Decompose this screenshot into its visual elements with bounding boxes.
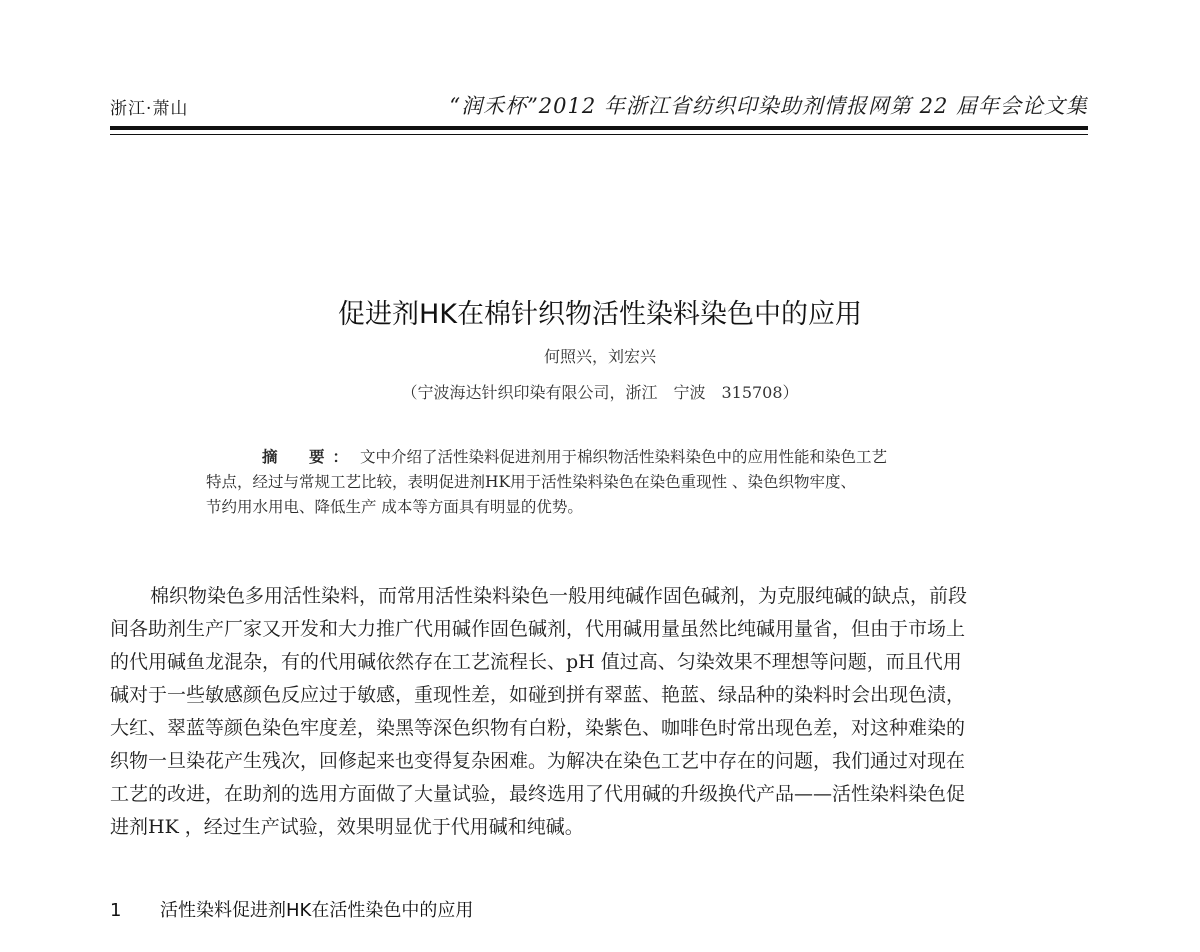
body-line: 的代用碱鱼龙混杂，有的代用碱依然存在工艺流程长、pH 值过高、匀染效果不理想等问题，而且代用 — [110, 651, 962, 673]
body-line: 织物一旦染花产生残次，回修起来也变得复杂困难。为解决在染色工艺中存在的问题，我们通过对现在 — [110, 750, 966, 772]
abstract-text: 文中介绍了活性染料促进剂用于棉织物活性染料染色中的应用性能和染色工艺 — [360, 448, 888, 466]
running-header-right: “润禾杯”2012 年浙江省纺织印染助剂情报网第 22 届年会论文集 — [449, 94, 1088, 118]
body-line: 工艺的改进，在助剂的选用方面做了大量试验，最终选用了代用碱的升级换代产品——活性染料染色促 — [110, 783, 966, 805]
abstract-line: 节约用水用电、降低生产 成本等方面具有明显的优势。 — [206, 498, 583, 516]
body-line: 进剂HK ，经过生产试验，效果明显优于代用碱和纯碱。 — [110, 816, 584, 838]
body-line: 间各助剂生产厂家又开发和大力推广代用碱作固色碱剂，代用碱用量虽然比纯碱用量省，但由于市场上 — [110, 618, 966, 640]
body-line: 大红、翠蓝等颜色染色牢度差，染黑等深色织物有白粉，染紫色、咖啡色时常出现色差，对这种难染的 — [110, 717, 966, 739]
authors: 何照兴，刘宏兴 — [543, 347, 656, 366]
body-paragraph — [110, 580, 1090, 844]
abstract-label: 摘 要： — [262, 447, 357, 466]
body-line: 碱对于一些敏感颜色反应过于敏感，重现性差，如碰到拼有翠蓝、艳蓝、绿品种的染料时会出现色渍， — [110, 684, 966, 706]
abstract — [206, 444, 1006, 520]
section-heading — [110, 896, 473, 922]
body-line: 棉织物染色多用活性染料，而常用活性染料染色一般用纯碱作固色碱剂，为克服纯碱的缺点，前段 — [150, 585, 968, 607]
section-title: 活性染料促进剂HK在活性染色中的应用 — [160, 900, 474, 921]
running-header-left: 浙江·萧山 — [110, 99, 189, 119]
abstract-line — [206, 444, 1006, 470]
abstract-line: 特点，经过与常规工艺比较，表明促进剂HK用于活性染料染色在染色重现性 、染色织物牢度、 — [206, 473, 857, 491]
paper-title: 促进剂HK在棉针织物活性染料染色中的应用 — [337, 299, 862, 330]
header-rule-thick — [110, 126, 1088, 130]
section-number: 1 — [110, 900, 122, 921]
affiliation: （宁波海达针织印染有限公司，浙江 宁波 315708） — [401, 383, 799, 402]
header-rule-thin — [110, 134, 1088, 135]
